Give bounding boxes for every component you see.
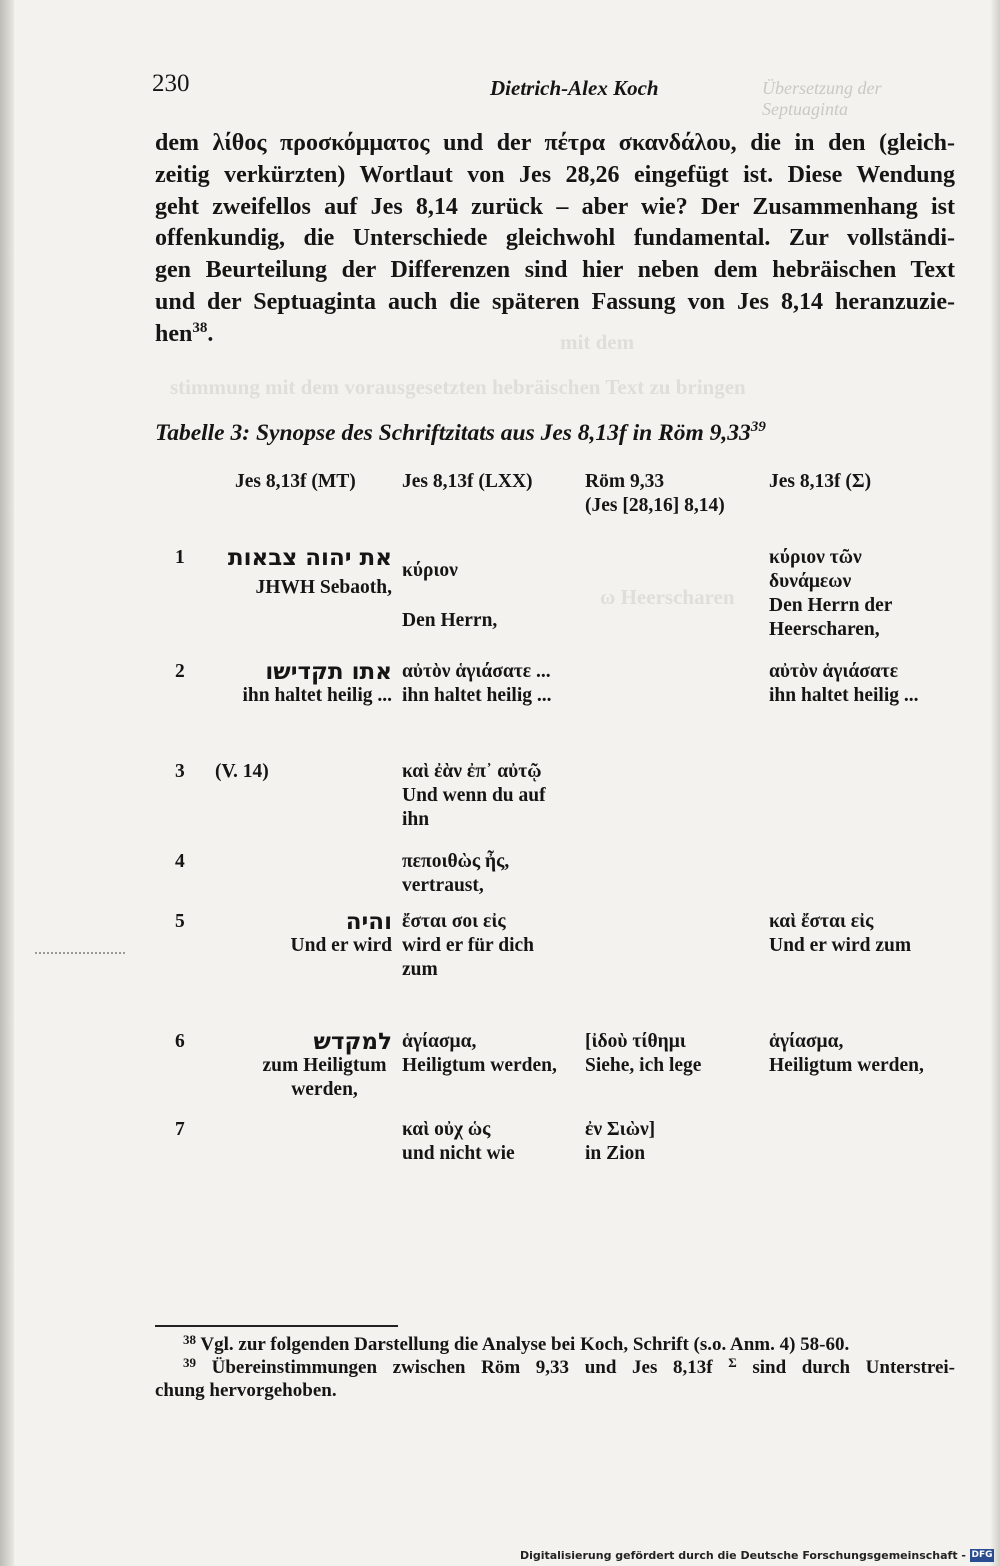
cell-lxx: κύριον Den Herrn, [402, 560, 498, 631]
cell-rom: [ἰδοὺ τίθημι Siehe, ich lege [585, 1031, 702, 1076]
text-line-last [155, 319, 955, 351]
row-number: 5 [175, 911, 185, 932]
footnote-mark: 39 [183, 1355, 196, 1370]
text-line: und der Septuaginta auch die späteren Fassung von Jes 8,14 heranzuzie- [155, 288, 955, 315]
column-header-mt: Jes 8,13f (MT) [235, 471, 356, 492]
row-number: 4 [175, 851, 185, 872]
translation-text: Und er wird [290, 935, 392, 956]
table-caption [155, 420, 955, 447]
footnote-line [155, 1356, 955, 1379]
digitization-note: Digitalisierung gefördert durch die Deutsche Forschungsgemeinschaft - [519, 1549, 966, 1562]
body-paragraph [155, 128, 955, 351]
running-head-author: Dietrich-Alex Koch [490, 76, 659, 100]
cell-lxx: ἁγίασμα, Heiligtum werden, [402, 1031, 557, 1076]
cell-mt [217, 660, 392, 708]
footnote-38 [155, 1333, 955, 1356]
cell-mt [217, 546, 392, 600]
cell-lxx: καὶ οὐχ ὡς und nicht wie [402, 1119, 515, 1164]
hebrew-text: אתו תקדישו [265, 659, 392, 685]
page-number: 230 [152, 70, 190, 97]
footnote-text: sind durch Unterstrei- [752, 1357, 955, 1378]
footnote-mark: 38 [183, 1332, 196, 1347]
column-header-sym: Jes 8,13f (Σ) [769, 471, 872, 492]
text-line: offenkundig, die Unterschiede gleichwohl fundamental. Zur vollständi- [155, 225, 955, 252]
text-line: dem λίθος προσκόμματος und der πέτρα σκανδάλου, die in den (gleich- [155, 130, 955, 156]
caption-text: Tabelle 3: Synopse des Schriftzitats aus Jes 8,13f in Röm 9,33 [155, 420, 751, 446]
bleed-through-line: stimmung mit dem vorausgesetzten hebräischen Text zu bringen [170, 375, 746, 399]
translation-text: ihn haltet heilig ... [242, 685, 392, 706]
cell-lxx: ἔσται σοι εἰς wird er für dich zum [402, 911, 534, 980]
text-fragment: . [207, 320, 214, 347]
dotted-leader [35, 952, 125, 954]
column-header-rom-sub: (Jes [28,16] 8,14) [585, 495, 725, 516]
cell-sym: κύριον τῶν δυνάμεων Den Herrn der Heerscharen, [769, 547, 893, 640]
bleed-through-line: ω Heerscharen [600, 585, 735, 609]
footnote-ref-39[interactable]: 39 [750, 419, 766, 435]
page-header [152, 70, 952, 119]
page-edge-shadow [0, 0, 14, 1566]
footer-bar [0, 1546, 1000, 1566]
translation-text: JHWH Sebaoth, [255, 577, 392, 598]
bleed-through-line: mit dem [560, 330, 635, 354]
column-header-rom: Röm 9,33 [585, 471, 665, 492]
page-edge-shadow-right [990, 0, 1000, 1566]
text-line: gen Beurteilung der Differenzen sind hier neben dem hebräischen Text [155, 257, 955, 284]
translation-text: zum Heiligtum werden, [262, 1055, 387, 1100]
cell-lxx: πεποιθὼς ἦς, vertraust, [402, 851, 510, 896]
footnote-ref-38[interactable]: 38 [192, 319, 208, 336]
footnote-line [155, 1333, 955, 1356]
dfg-logo: DFG [971, 1550, 993, 1560]
cell-lxx: καὶ ἐὰν ἐπ᾽ αὐτῷ Und wenn du auf ihn [402, 761, 546, 830]
hebrew-text: למקדש [313, 1029, 392, 1055]
sigma-superscript: Σ [728, 1355, 737, 1370]
column-header-lxx: Jes 8,13f (LXX) [402, 471, 533, 492]
text-fragment: hen [155, 320, 193, 347]
footnote-39 [155, 1356, 955, 1402]
cell-lxx: αὐτὸν ἁγιάσατε ... ihn haltet heilig ... [402, 661, 552, 706]
row-number: 1 [175, 547, 185, 568]
cell-sym: καὶ ἔσται εἰς Und er wird zum [769, 911, 912, 956]
footnote-text: Vgl. zur folgenden Darstellung die Analyse bei Koch, Schrift (s.o. Anm. 4) 58-60. [200, 1334, 850, 1355]
cell-rom: ἐν Σιὼν] in Zion [585, 1119, 656, 1164]
footnote-text: Übereinstimmungen zwischen Röm 9,33 und Jes 8,13f [211, 1357, 713, 1378]
text-line: geht zweifellos auf Jes 8,14 zurück – aber wie? Der Zusammenhang ist [155, 193, 955, 220]
bleed-through-heading: Übersetzung der Septuaginta [762, 78, 882, 119]
text-line: zeitig verkürzten) Wortlaut von Jes 28,26 eingefügt ist. Diese Wendung [155, 161, 955, 188]
cell-mt: (V. 14) [215, 761, 269, 782]
row-number: 2 [175, 661, 185, 682]
cell-sym: αὐτὸν ἁγιάσατε ihn haltet heilig ... [769, 661, 919, 706]
row-number: 3 [175, 761, 185, 782]
row-number: 7 [175, 1119, 185, 1140]
hebrew-text: והיה [345, 909, 392, 935]
footnote-separator [155, 1325, 398, 1327]
cell-sym: ἁγίασμα, Heiligtum werden, [769, 1031, 924, 1076]
footnotes [155, 1333, 955, 1402]
hebrew-text: את יהוה צבאות [227, 545, 392, 571]
footnote-line: chung hervorgehoben. [155, 1380, 337, 1401]
cell-mt [217, 1030, 392, 1102]
cell-mt [217, 910, 392, 958]
row-number: 6 [175, 1031, 185, 1052]
